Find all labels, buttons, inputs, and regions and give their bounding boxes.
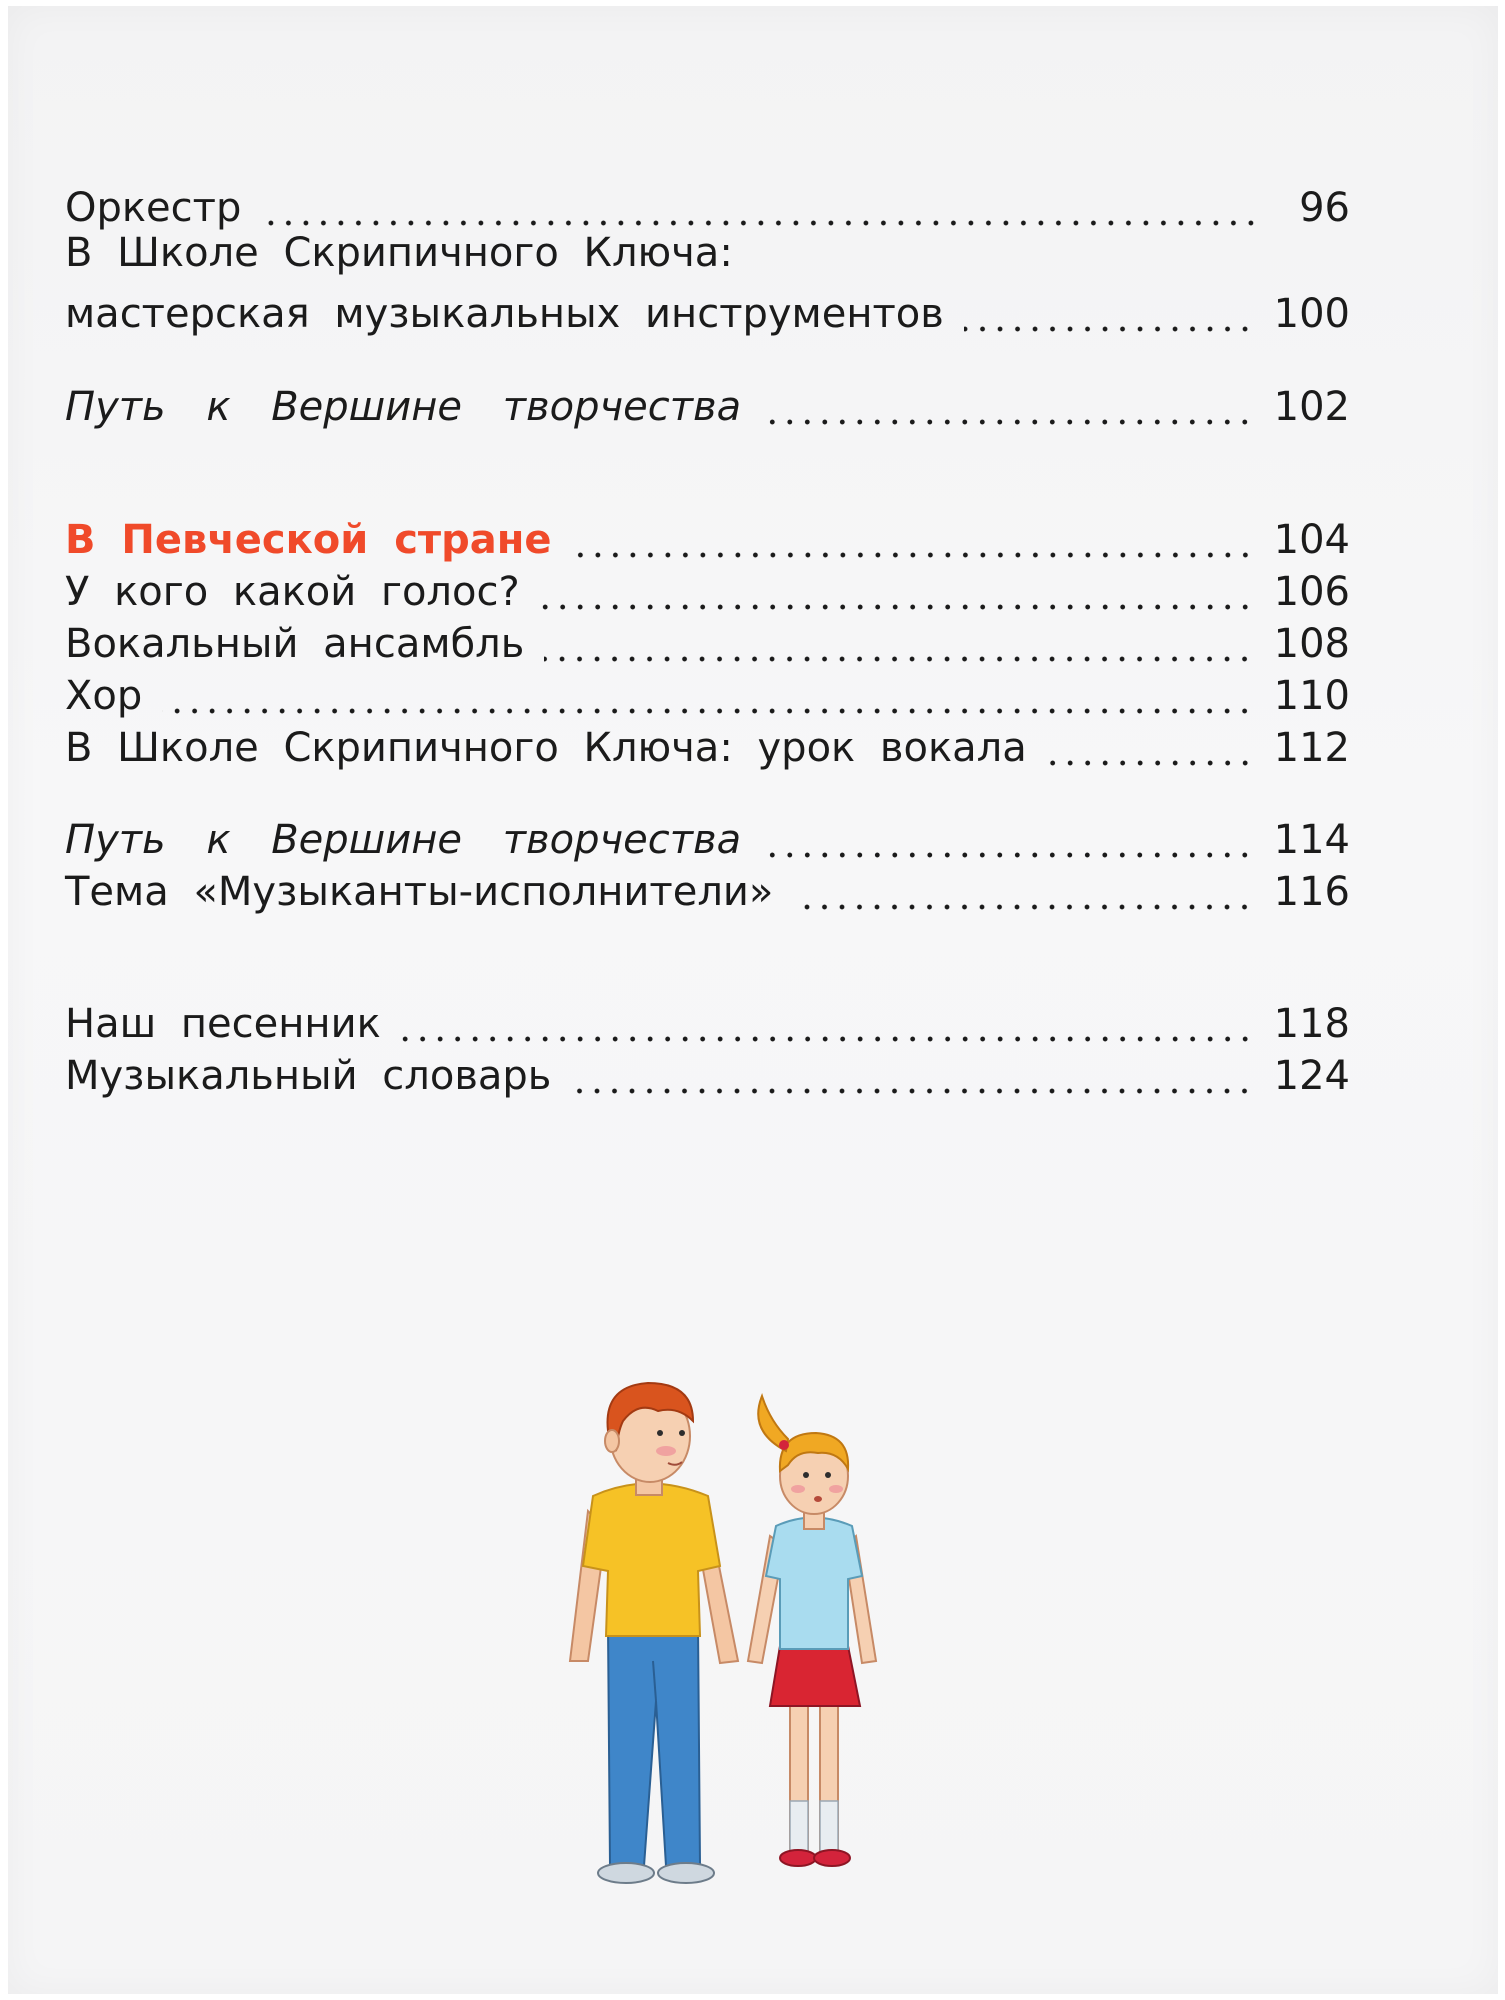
- toc-entry: [65, 992, 1350, 1048]
- leader-dots: [1047, 760, 1254, 766]
- toc-entry-title: Наш песенник: [65, 1001, 381, 1047]
- leader-dots: [571, 1088, 1253, 1094]
- toc-entry: [65, 716, 1350, 772]
- toc-entry-title: Музыкальный словарь: [65, 1053, 552, 1099]
- toc-entry-page: 108: [1273, 621, 1350, 667]
- toc-section-heading: [65, 508, 1350, 564]
- leader-dots: [761, 852, 1254, 858]
- leader-dots: [162, 708, 1253, 714]
- toc-entry: [65, 860, 1350, 916]
- toc-entry-title: мастерская музыкальных инструментов: [65, 291, 944, 337]
- book-page: [8, 6, 1498, 1994]
- leader-dots: [964, 326, 1254, 332]
- toc-entry-title: В Певческой стране: [65, 517, 552, 563]
- children-illustration: [548, 1361, 928, 1896]
- leader-dots: [572, 552, 1254, 558]
- leader-dots: [761, 419, 1254, 425]
- toc-entry-title: Тема «Музыканты-исполнители»: [65, 869, 774, 915]
- toc-entry-page: 114: [1273, 817, 1350, 863]
- leader-dots: [793, 904, 1253, 910]
- toc-entry-page: 110: [1273, 673, 1350, 719]
- toc-entry-title: У кого какой голос?: [65, 569, 520, 615]
- toc-entry-title: Хор: [65, 673, 143, 719]
- boy-figure: [570, 1383, 738, 1883]
- toc-entry-title: Вокальный ансамбль: [65, 621, 525, 667]
- toc-entry: [65, 560, 1350, 616]
- leader-dots: [261, 220, 1260, 226]
- toc-entry-page: 124: [1273, 1053, 1350, 1099]
- toc-entry-page: 116: [1273, 869, 1350, 915]
- leader-dots: [401, 1036, 1254, 1042]
- toc-entry: [65, 375, 1350, 431]
- toc-entry: [65, 664, 1350, 720]
- leader-dots: [544, 656, 1253, 662]
- toc-entry: [65, 282, 1350, 338]
- toc-entry-page: 106: [1273, 569, 1350, 615]
- leader-dots: [540, 604, 1254, 610]
- toc-entry-page: 102: [1273, 384, 1350, 430]
- toc-entry-page: 100: [1273, 291, 1350, 337]
- toc-entry-title-line1: В Школе Скрипичного Ключа:: [65, 230, 733, 276]
- toc-entry-page: 112: [1273, 725, 1350, 771]
- toc-entry-title: Путь к Вершине творчества: [65, 817, 742, 863]
- toc-entry: [65, 808, 1350, 864]
- girl-figure: [748, 1396, 876, 1866]
- toc-entry: [65, 176, 1350, 232]
- toc-entry-page: 96: [1299, 185, 1350, 231]
- toc-entry-title: Оркестр: [65, 185, 242, 231]
- toc-entry-page: 104: [1273, 517, 1350, 563]
- toc-entry: [65, 1044, 1350, 1100]
- toc-entry: [65, 612, 1350, 668]
- toc-entry-title: В Школе Скрипичного Ключа: урок вокала: [65, 725, 1027, 771]
- toc-entry-page: 118: [1273, 1001, 1350, 1047]
- toc-entry-title: Путь к Вершине творчества: [65, 384, 742, 430]
